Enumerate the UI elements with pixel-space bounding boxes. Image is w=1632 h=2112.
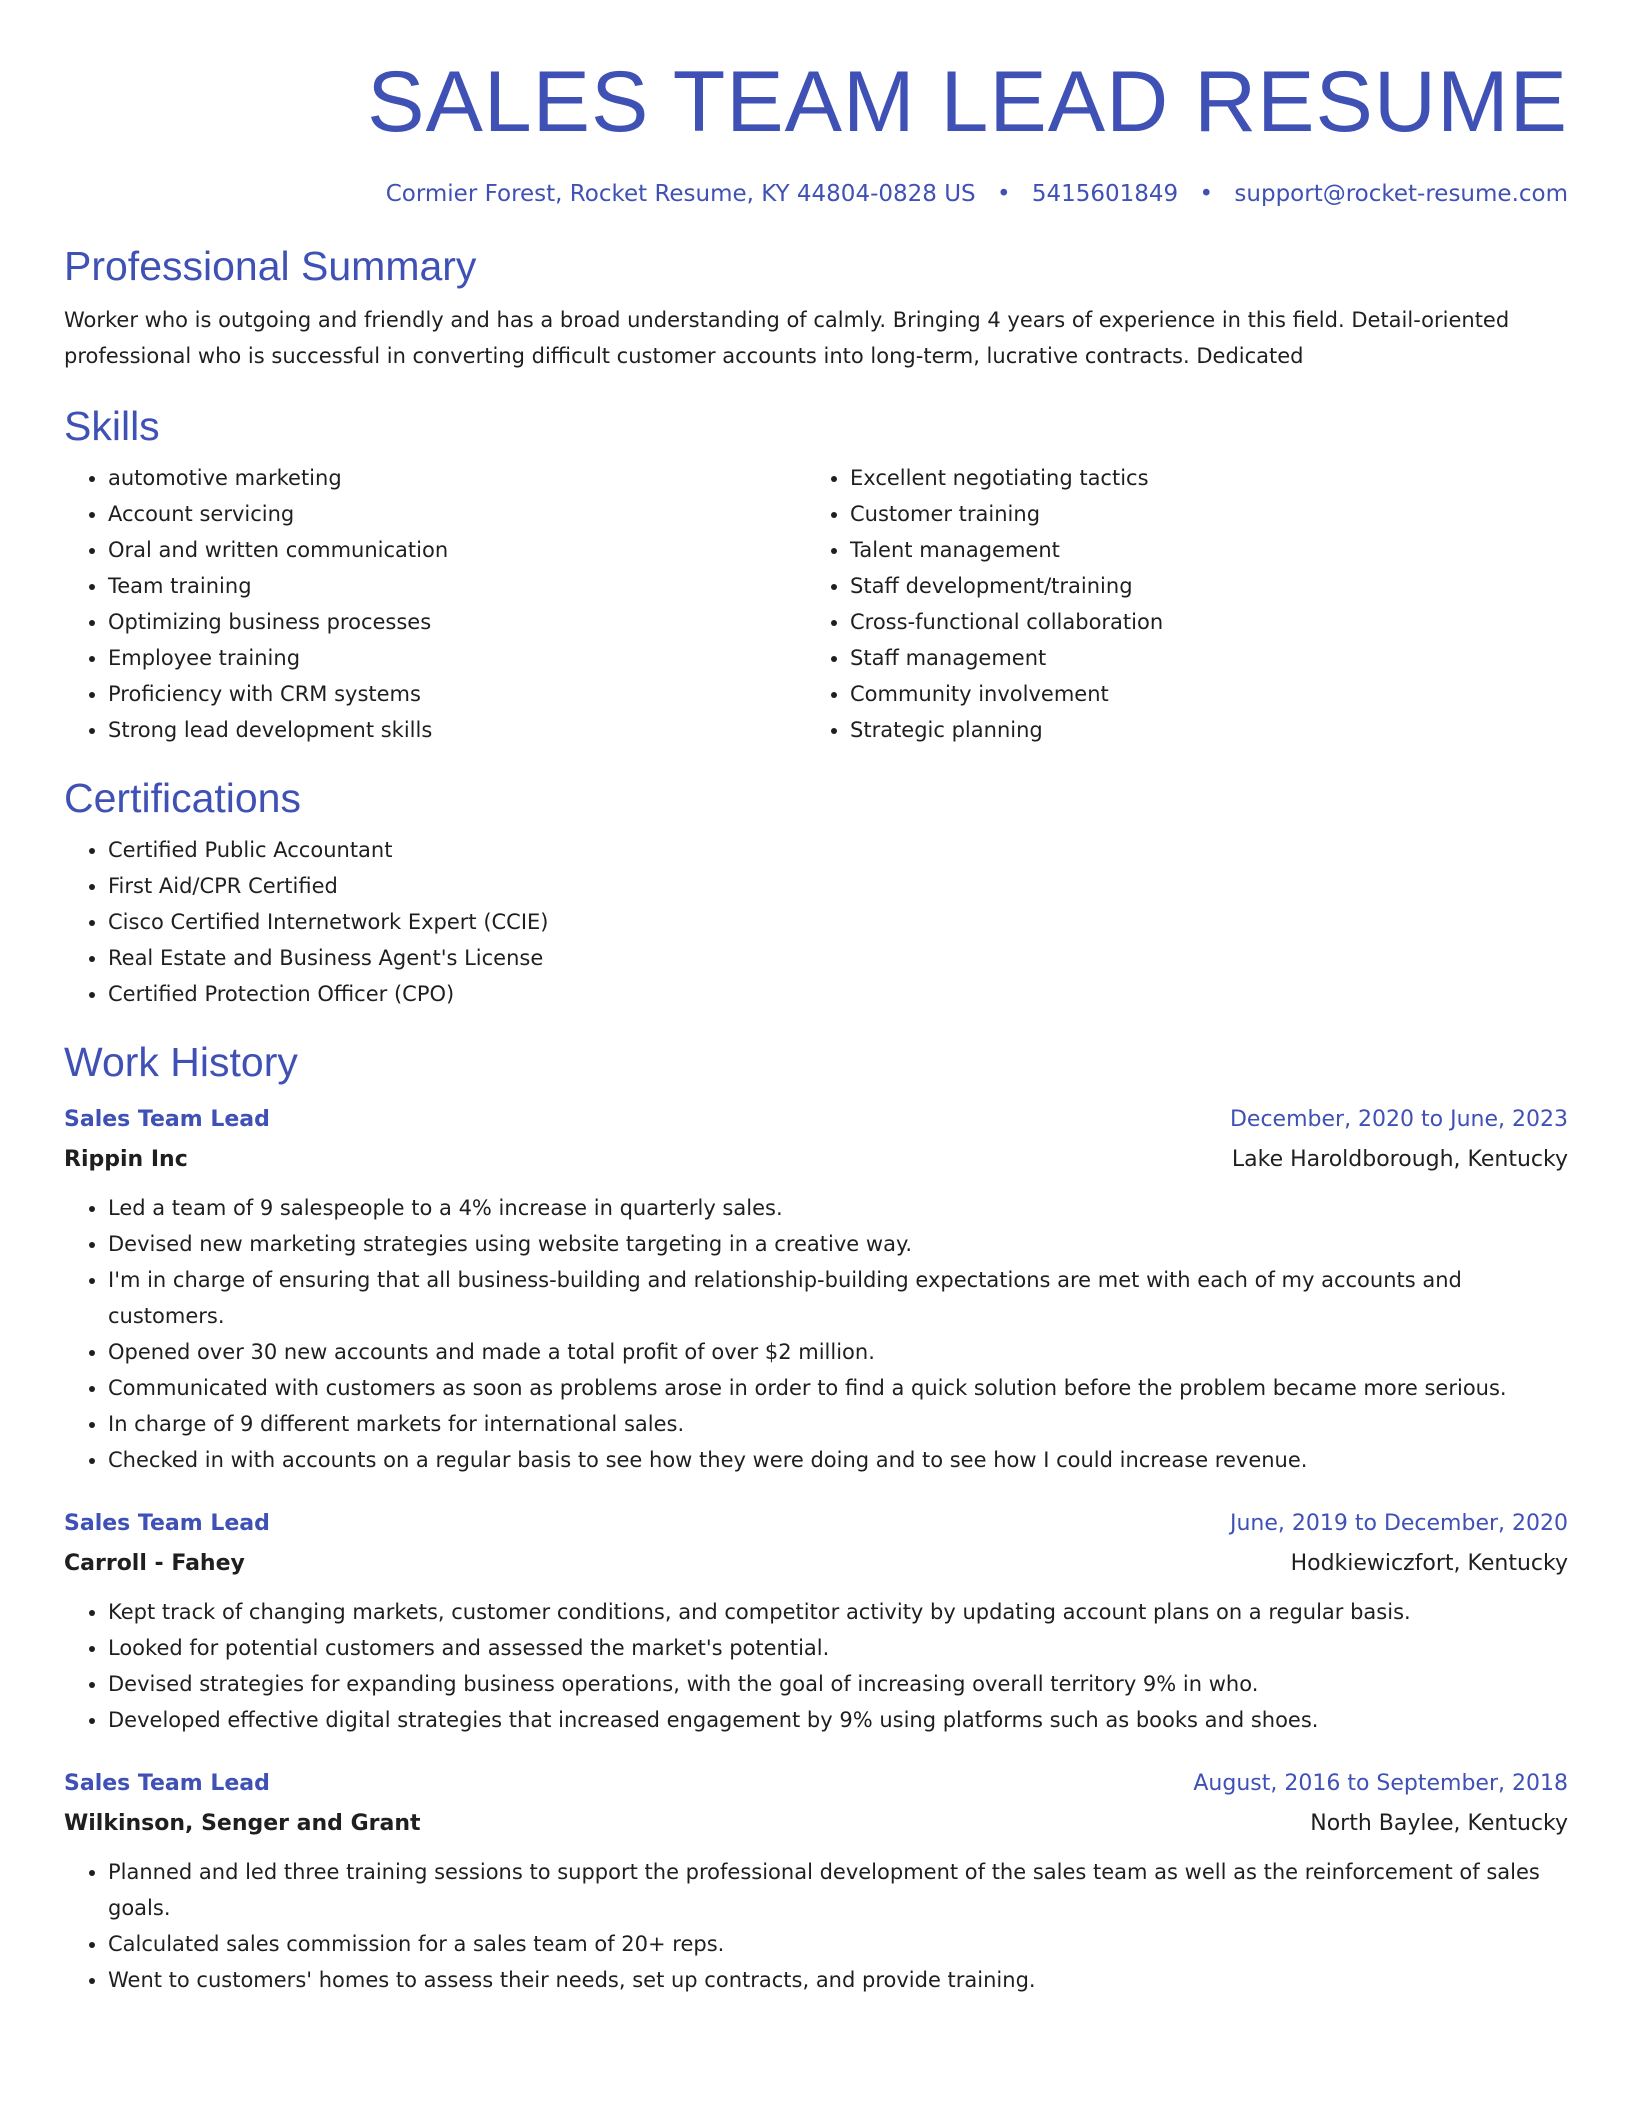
job-header	[64, 1100, 1568, 1140]
skill-item: • Account servicing	[108, 496, 806, 532]
job-bullet: • Checked in with accounts on a regular basis to see how they were doing and to see how I could increase revenue.	[108, 1442, 1568, 1478]
certification-item: • Certified Protection Officer (CPO)	[108, 976, 1568, 1012]
job-bullet: • Communicated with customers as soon as problems arose in order to find a quick solution before the problem became more serious.	[108, 1370, 1568, 1406]
job-bullet: • Kept track of changing markets, customer conditions, and competitor activity by updating account plans on a regular basis.	[108, 1594, 1568, 1630]
job-bullet: • Devised new marketing strategies using website targeting in a creative way.	[108, 1226, 1568, 1262]
skill-item: • automotive marketing	[108, 460, 806, 496]
certification-item: • Cisco Certified Internetwork Expert (CCIE)	[108, 904, 1568, 940]
skill-item: • Cross-functional collaboration	[850, 604, 1548, 640]
job-header	[64, 1764, 1568, 1804]
skill-item: • Oral and written communication	[108, 532, 806, 568]
job-company: Carroll - Fahey	[64, 1551, 245, 1576]
contact-phone: 5415601849	[1031, 181, 1179, 207]
job-dates: August, 2016 to September, 2018	[1193, 1771, 1568, 1796]
job-entry	[64, 1100, 1568, 1478]
job-bullets	[64, 1594, 1568, 1738]
resume-title: SALES TEAM LEAD RESUME	[367, 54, 1568, 150]
contact-email: support@rocket-resume.com	[1234, 181, 1568, 207]
job-title: Sales Team Lead	[64, 1771, 270, 1796]
job-bullet: • I'm in charge of ensuring that all business-building and relationship-building expectations are met with each of my accounts and customers.	[108, 1262, 1568, 1334]
job-bullet: • Calculated sales commission for a sales team of 20+ reps.	[108, 1926, 1568, 1962]
job-bullet: • Went to customers' homes to assess their needs, set up contracts, and provide training.	[108, 1962, 1568, 1998]
job-bullet: • Devised strategies for expanding business operations, with the goal of increasing overall territory 9% in who.	[108, 1666, 1568, 1702]
skill-item: • Strong lead development skills	[108, 712, 806, 748]
contact-line	[64, 178, 1568, 210]
job-bullet: • Developed effective digital strategies that increased engagement by 9% using platforms such as books and shoes.	[108, 1702, 1568, 1738]
summary-text: Worker who is outgoing and friendly and has a broad understanding of calmly. Bringing 4 years of experience in this field. Detail-oriented professional who is successful in converting difficult customer accounts into long-term, lucrative contracts. Dedicated	[64, 308, 1510, 368]
contact-separator: •	[1199, 181, 1214, 207]
job-bullet: • In charge of 9 different markets for international sales.	[108, 1406, 1568, 1442]
summary-heading: Professional Summary	[64, 243, 477, 289]
job-title: Sales Team Lead	[64, 1511, 270, 1536]
skill-item: • Excellent negotiating tactics	[850, 460, 1548, 496]
skills-columns	[64, 460, 1568, 748]
certification-item: • First Aid/CPR Certified	[108, 868, 1568, 904]
job-dates: June, 2019 to December, 2020	[1229, 1511, 1568, 1536]
job-header	[64, 1504, 1568, 1544]
job-location: Lake Haroldborough, Kentucky	[1231, 1147, 1568, 1172]
job-location: North Baylee, Kentucky	[1310, 1811, 1568, 1836]
skills-list-right	[806, 460, 1548, 748]
job-dates: December, 2020 to June, 2023	[1229, 1107, 1568, 1132]
skill-item: • Staff management	[850, 640, 1548, 676]
contact-address: Cormier Forest, Rocket Resume, KY 44804-0828 US	[385, 181, 976, 207]
skill-item: • Community involvement	[850, 676, 1548, 712]
job-subheader	[64, 1804, 1568, 1844]
job-bullet: • Led a team of 9 salespeople to a 4% increase in quarterly sales.	[108, 1190, 1568, 1226]
job-title: Sales Team Lead	[64, 1107, 270, 1132]
skill-item: • Proficiency with CRM systems	[108, 676, 806, 712]
skills-heading: Skills	[64, 403, 160, 449]
job-bullet: • Looked for potential customers and assessed the market's potential.	[108, 1630, 1568, 1666]
skills-list-left	[64, 460, 806, 748]
job-company: Rippin Inc	[64, 1147, 188, 1172]
job-bullets	[64, 1854, 1568, 1998]
job-company: Wilkinson, Senger and Grant	[64, 1811, 421, 1836]
job-entry	[64, 1504, 1568, 1738]
contact-separator: •	[996, 181, 1011, 207]
skill-item: • Optimizing business processes	[108, 604, 806, 640]
certifications-list	[64, 832, 1568, 1012]
job-bullet: • Planned and led three training sessions to support the professional development of the sales team as well as the reinforcement of sales goals.	[108, 1854, 1568, 1926]
certifications-heading: Certifications	[64, 775, 301, 821]
job-bullet: • Opened over 30 new accounts and made a total profit of over $2 million.	[108, 1334, 1568, 1370]
skill-item: • Staff development/training	[850, 568, 1548, 604]
skill-item: • Team training	[108, 568, 806, 604]
job-subheader	[64, 1544, 1568, 1584]
skill-item: • Customer training	[850, 496, 1548, 532]
skill-item: • Employee training	[108, 640, 806, 676]
certification-item: • Real Estate and Business Agent's License	[108, 940, 1568, 976]
certification-item: • Certified Public Accountant	[108, 832, 1568, 868]
skill-item: • Talent management	[850, 532, 1548, 568]
resume-page	[64, 0, 1568, 1998]
job-location: Hodkiewiczfort, Kentucky	[1290, 1551, 1568, 1576]
work-history-heading: Work History	[64, 1039, 298, 1085]
job-entry	[64, 1764, 1568, 1998]
skill-item: • Strategic planning	[850, 712, 1548, 748]
job-subheader	[64, 1140, 1568, 1180]
job-bullets	[64, 1190, 1568, 1478]
